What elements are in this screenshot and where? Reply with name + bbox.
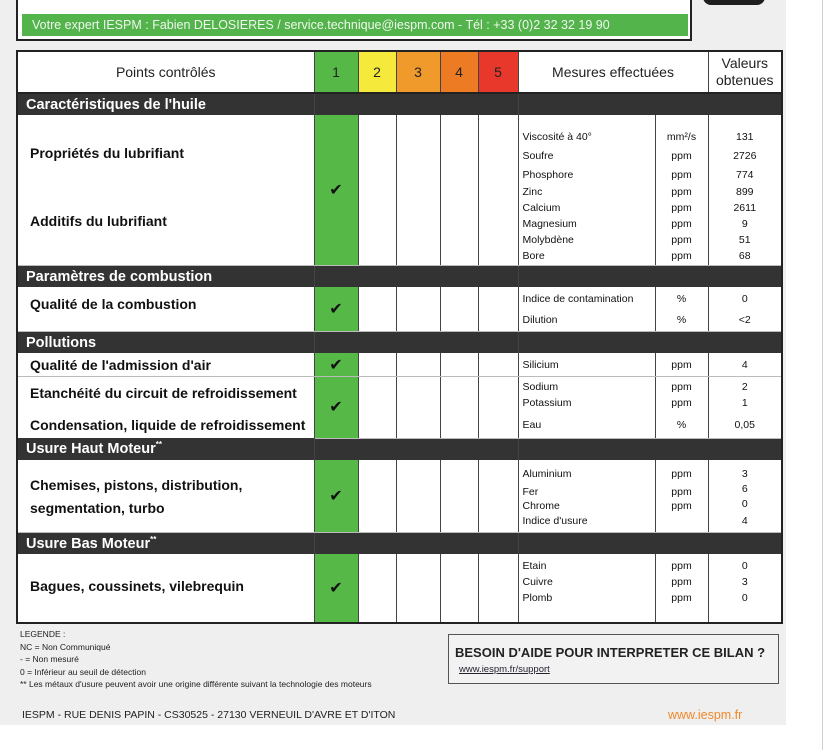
measure-values: 0 <2: [708, 287, 782, 332]
expert-banner: Votre expert IESPM : Fabien DELOSIERES / service.technique@iespm.com - Tél : +33 (0)2 32 32 19 90: [22, 14, 688, 36]
level-2-header: 2: [358, 51, 396, 93]
section-combustion: [17, 266, 782, 288]
row-label: Bagues, coussinets, vilebrequin: [30, 577, 244, 594]
table-row: [17, 377, 782, 439]
measure-name: Silicium: [522, 359, 559, 371]
row-label: segmentation, turbo: [30, 499, 165, 516]
section-oil: [17, 93, 782, 115]
check-icon: ✔: [329, 301, 343, 318]
header-tab: [703, 0, 765, 5]
measure-units: mm²/s ppm ppm ppm ppm ppm ppm ppm: [655, 115, 708, 266]
col-values-header: Valeurs obtenues: [708, 51, 782, 93]
section-title: Usure Haut Moteur**: [17, 438, 314, 460]
row-label: Qualité de l'admission d'air: [30, 357, 211, 373]
col-points-header: Points contrôlés: [17, 51, 314, 93]
help-title: BESOIN D'AIDE POUR INTERPRETER CE BILAN ?: [455, 645, 766, 660]
legend: [20, 628, 372, 691]
legend-item: - = Non mesuré: [20, 654, 79, 664]
legend-title: LEGENDE :: [20, 629, 66, 639]
measure-names: Etain Cuivre Plomb: [518, 554, 655, 623]
check-icon: ✔: [329, 487, 343, 505]
table-header-row: [17, 51, 782, 93]
legend-item: ** Les métaux d'usure peuvent avoir une origine différente suivant la technologie des moteurs: [20, 679, 372, 689]
help-box: [448, 634, 779, 684]
check-icon: ✔: [329, 579, 343, 597]
section-title: Paramètres de combustion: [17, 266, 314, 288]
row-label: Etanchéité du circuit de refroidissement: [30, 385, 297, 401]
support-link[interactable]: www.iespm.fr/support: [459, 664, 550, 675]
table-row: [17, 460, 782, 533]
row-label: Chemises, pistons, distribution,: [30, 476, 243, 493]
row-label: Qualité de la combustion: [30, 296, 197, 312]
measure-units: ppm ppm ppm: [655, 554, 708, 623]
measure-names: Aluminium Fer Chrome Indice d'usure: [518, 460, 655, 533]
section-bottom-wear: [17, 532, 782, 554]
check-icon: ✔: [329, 356, 343, 374]
legend-item: 0 = Inférieur au seuil de détection: [20, 666, 146, 677]
measure-names: Viscosité à 40° Soufre Phosphore Zinc Calcium Magnesium Molybdène Bore: [518, 115, 655, 266]
section-top-wear: [17, 438, 782, 460]
measure-value: 4: [741, 359, 748, 371]
measure-values: 3 6 0 4: [708, 460, 782, 533]
row-label: Condensation, liquide de refroidissement: [30, 417, 306, 433]
section-title: Usure Bas Moteur**: [17, 532, 314, 554]
level-4-header: 4: [440, 51, 478, 93]
analysis-table: [16, 50, 783, 624]
check-icon: ✔: [329, 182, 343, 199]
section-title: Caractéristiques de l'huile: [17, 93, 314, 115]
level-3-header: 3: [396, 51, 440, 93]
row-label: Additifs du lubrifiant: [30, 213, 167, 229]
footer-address: IESPM - RUE DENIS PAPIN - CS30525 - 27130 VERNEUIL D'AVRE ET D'ITON: [22, 709, 396, 721]
measure-units: % %: [655, 287, 708, 332]
table-row: [17, 353, 782, 377]
measure-values: 0 3 0: [708, 554, 782, 623]
legend-item: NC = Non Communiqué: [20, 641, 111, 652]
measure-units: ppm ppm ppm: [655, 460, 708, 533]
measure-values: 131 2726 774 899 2611 9 51 68: [708, 115, 782, 266]
measure-names: Indice de contamination Dilution: [518, 287, 655, 332]
page-edge: [822, 0, 823, 750]
row-label: Propriétés du lubrifiant: [30, 145, 185, 161]
website-link[interactable]: www.iespm.fr: [668, 708, 743, 722]
col-measures-header: Mesures effectuées: [518, 51, 708, 93]
check-icon: ✔: [329, 399, 343, 417]
measure-unit: ppm: [671, 359, 692, 371]
measure-names: Sodium Potassium Eau: [518, 377, 655, 439]
table-row: [17, 287, 782, 332]
level-5-header: 5: [478, 51, 518, 93]
section-pollution: [17, 332, 782, 354]
measure-units: ppm ppm %: [655, 377, 708, 439]
level-1-header: 1: [314, 51, 358, 93]
section-title: Pollutions: [17, 332, 314, 354]
measure-values: 2 1 0,05: [708, 377, 782, 439]
table-row: [17, 115, 782, 266]
table-row: [17, 554, 782, 623]
